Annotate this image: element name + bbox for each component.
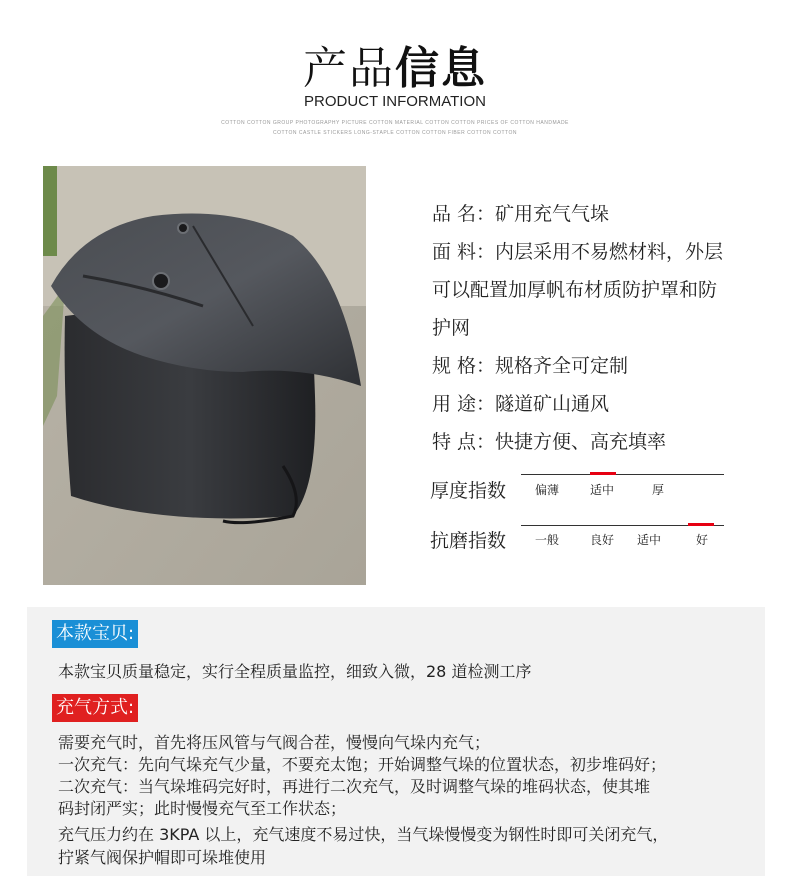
product-photo-illustration (43, 166, 366, 585)
inflation-line-3: 二次充气：当气垛堆码完好时，再进行二次充气，及时调整气垛的堆码状态，使其堆 (58, 777, 651, 796)
spec-feature: 特 点：快捷方便、高充填率 (432, 431, 667, 453)
abrasion-tick-medium: 适中 (637, 533, 662, 547)
thickness-label: 厚度指数 (430, 480, 507, 502)
section-tag-product: 本款宝贝: (52, 620, 138, 648)
thickness-selected-marker (590, 472, 616, 475)
abrasion-tick-best: 好 (696, 533, 709, 547)
spec-fabric-cont: 可以配置加厚帆布材质防护罩和防 (432, 279, 718, 301)
section-tag-inflation: 充气方式: (52, 694, 138, 722)
decorative-text-line-1: COTTON COTTON GROUP PHOTOGRAPHY PICTURE COTTON MATERIAL COTTON COTTON PRICES OF COTTON HANDMADE (221, 120, 569, 126)
section-product-text: 本款宝贝质量稳定，实行全程质量监控，细致入微，28 道检测工序 (58, 662, 532, 681)
abrasion-tick-good: 良好 (590, 533, 615, 547)
page-subtitle: PRODUCT INFORMATION (304, 93, 486, 110)
abrasion-selected-marker (688, 523, 714, 526)
thickness-tick-thick: 厚 (652, 483, 665, 497)
thickness-scale-line (521, 474, 724, 475)
spec-name: 品 名：矿用充气气垛 (432, 203, 610, 225)
spec-fabric-cont2: 护网 (432, 317, 471, 339)
thickness-tick-medium: 适中 (590, 483, 615, 497)
abrasion-tick-average: 一般 (535, 533, 560, 547)
thickness-tick-thin: 偏薄 (535, 483, 560, 497)
spec-size: 规 格：规格齐全可定制 (432, 355, 629, 377)
title-light: 产品 (303, 43, 395, 94)
inflation-line-4: 码封闭严实；此时慢慢充气至工作状态； (58, 799, 347, 818)
title-bold: 信息 (395, 43, 487, 94)
page-title (0, 32, 790, 96)
product-photo (43, 166, 366, 585)
spec-usage: 用 途：隧道矿山通风 (432, 393, 610, 415)
inflation-line-5: 充气压力约在 3KPA 以上，充气速度不易过快，当气垛慢慢变为钢性时即可关闭充气， (58, 825, 669, 844)
abrasion-label: 抗磨指数 (430, 530, 507, 552)
inflation-line-2: 一次充气：先向气垛充气少量，不要充太饱；开始调整气垛的位置状态，初步堆码好； (58, 755, 667, 774)
spec-fabric: 面 料：内层采用不易燃材料，外层 (432, 241, 724, 263)
inflation-line-1: 需要充气时，首先将压风管与气阀合茬，慢慢向气垛内充气； (58, 733, 491, 752)
inflation-line-6: 拧紧气阀保护帽即可垛堆使用 (58, 848, 267, 867)
decorative-text-line-2: COTTON CASTLE STICKERS LONG-STAPLE COTTON COTTON FIBER COTTON COTTON (272, 130, 518, 136)
